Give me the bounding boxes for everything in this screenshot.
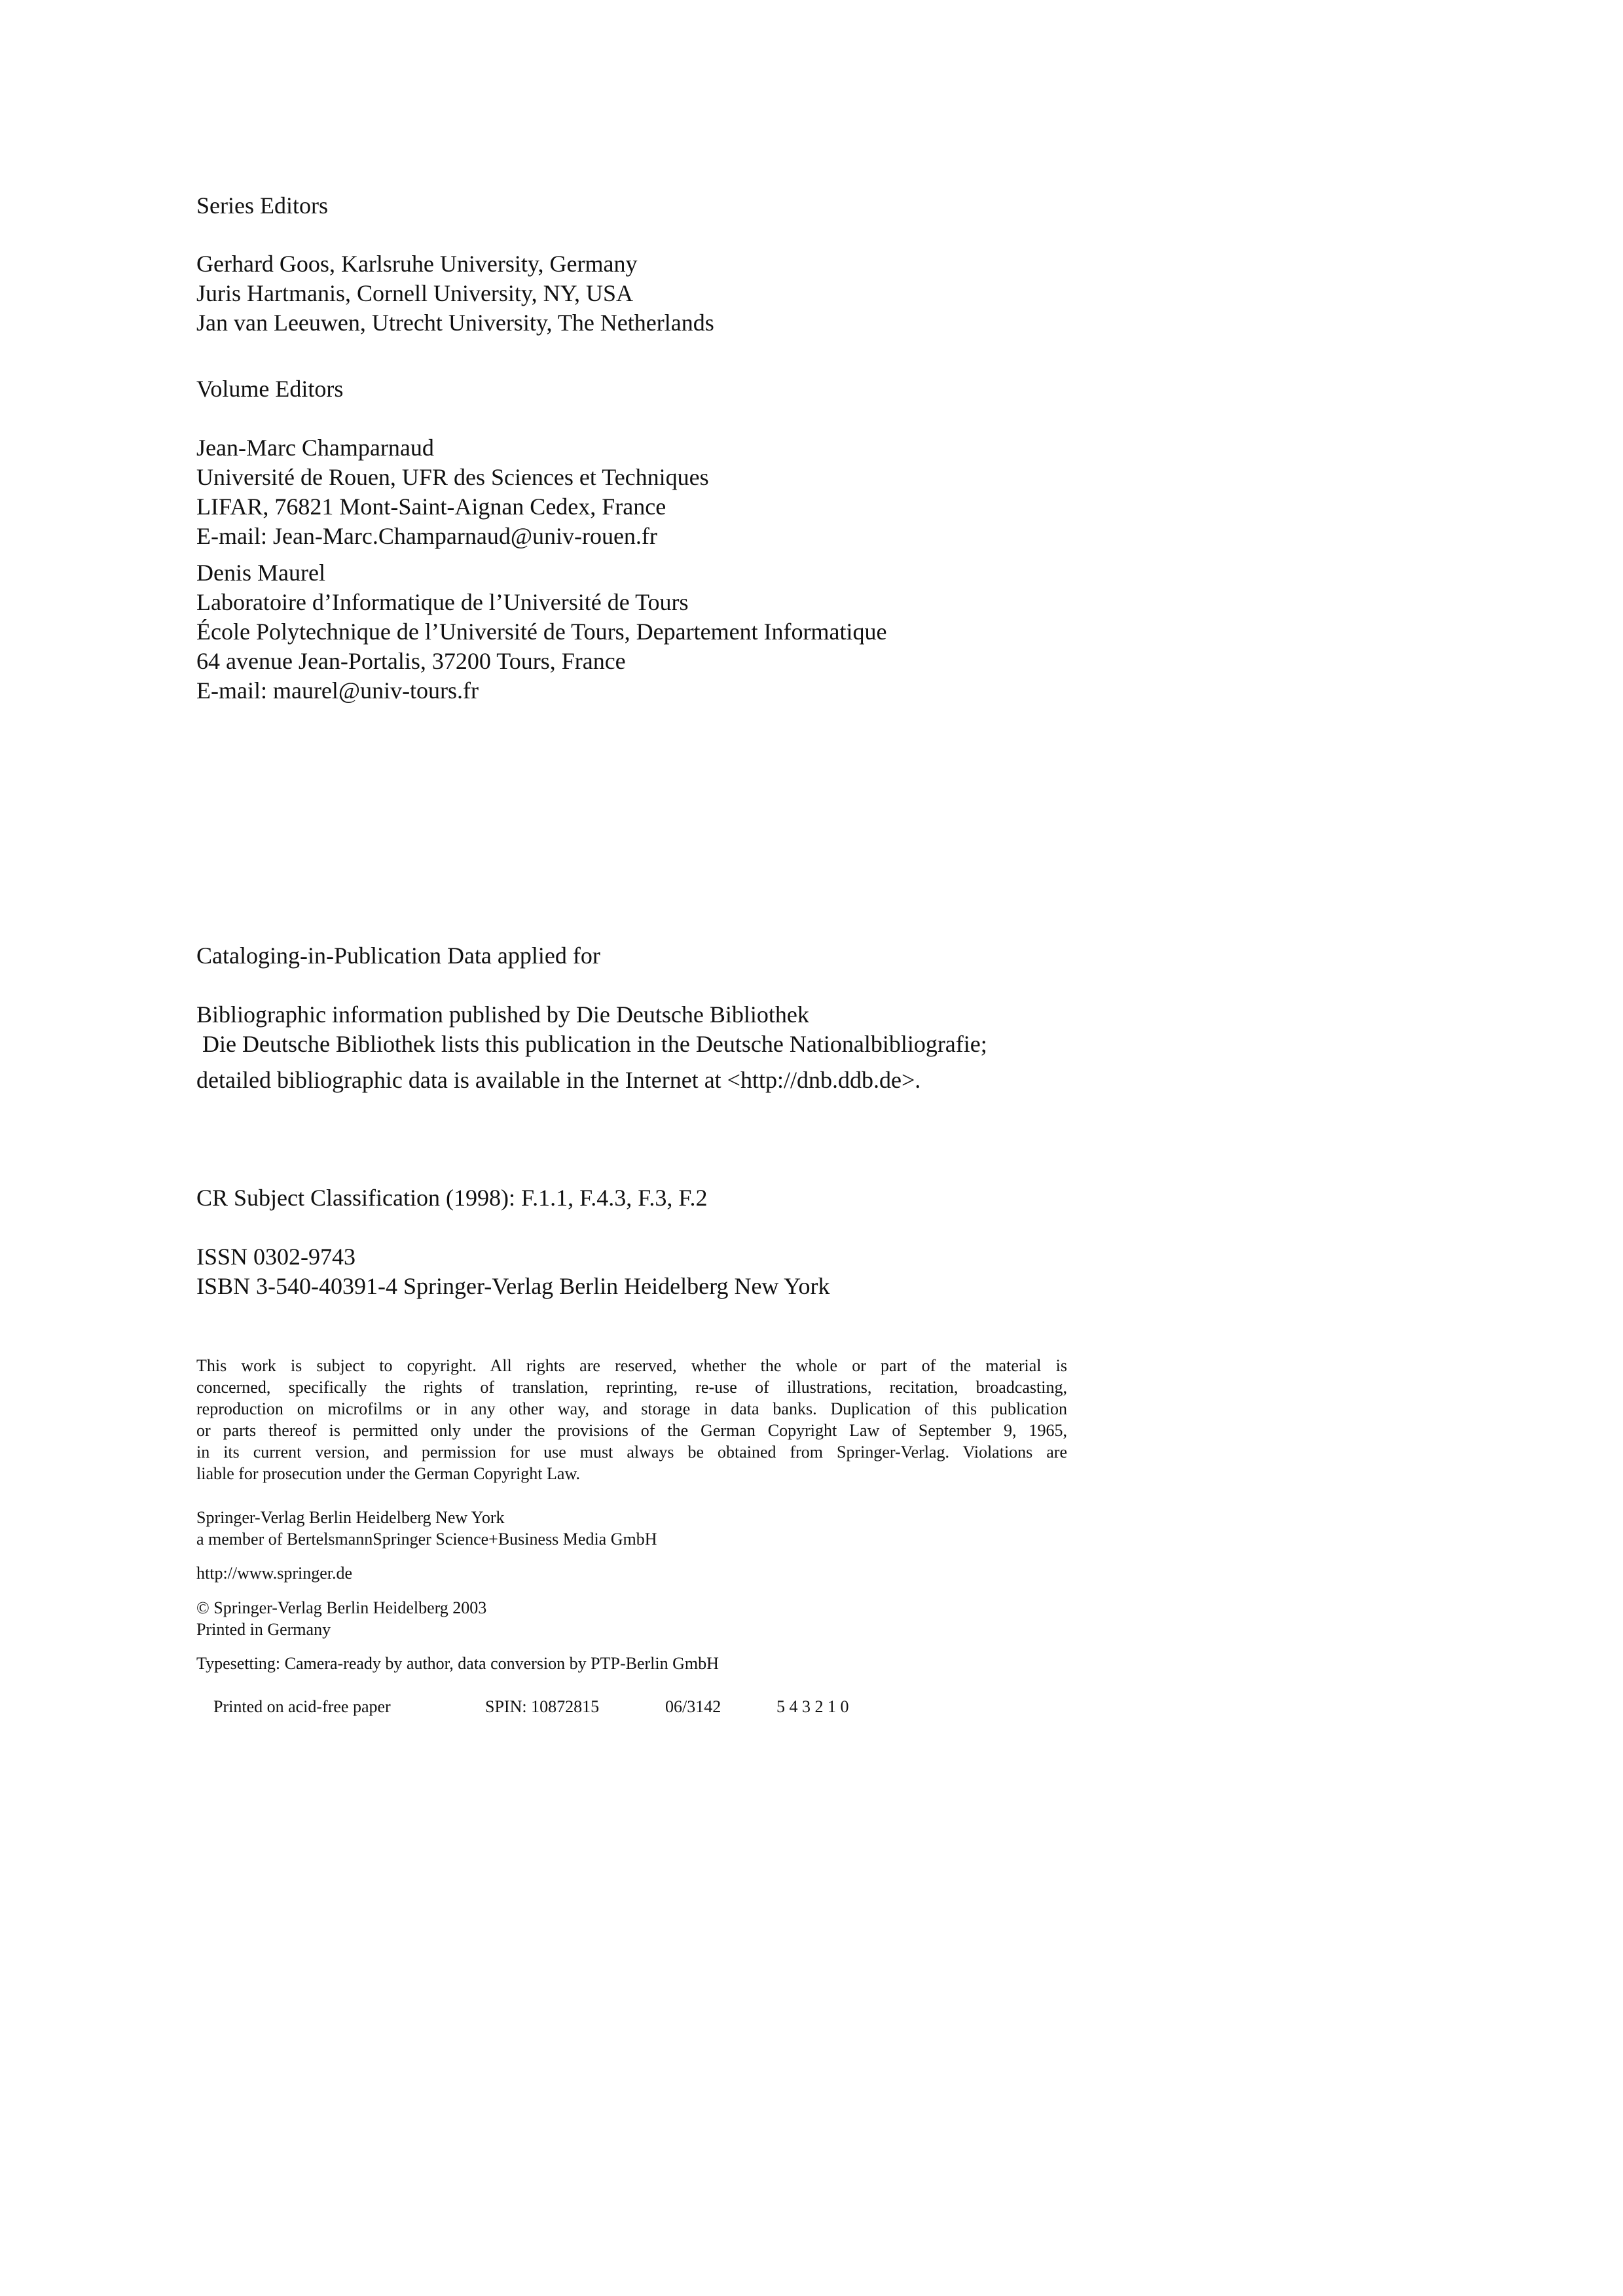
series-editors-heading-text: Series Editors: [196, 192, 328, 219]
copyright-notice: [196, 1355, 1067, 1484]
printing-paper: Printed on acid-free paper: [213, 1697, 391, 1716]
editor-name: Jean-Marc Champarnaud: [196, 435, 434, 461]
volume-editor-1: [196, 433, 709, 551]
cataloging-text: Cataloging-in-Publication Data applied for: [196, 942, 600, 969]
copyright-notice-line: or parts thereof is permitted only under the provisions of the German Copyright Law of September 9, 1965,: [196, 1421, 1067, 1440]
typesetting-text: Typesetting: Camera-ready by author, data conversion by PTP-Berlin GmbH: [196, 1654, 719, 1673]
publisher-url-text: http://www.springer.de: [196, 1564, 353, 1583]
editor-affiliation: Laboratoire d’Informatique de l’Université de Tours: [196, 589, 689, 615]
bibliographic-info-detail: [196, 1066, 921, 1095]
series-editor: Jan van Leeuwen, Utrecht University, The Netherlands: [196, 310, 714, 336]
copyright-line-text: © Springer-Verlag Berlin Heidelberg 2003: [196, 1598, 487, 1617]
cataloging-note: [196, 941, 600, 971]
cr-classification: [196, 1183, 708, 1213]
editor-affiliation: École Polytechnique de l’Université de Tours, Departement Informatique: [196, 619, 887, 645]
copyright-notice-line: concerned, specifically the rights of translation, reprinting, re-use of illustrations, recitation, broadcasting,: [196, 1378, 1067, 1397]
copyright-notice-line: This work is subject to copyright. All rights are reserved, whether the whole or part of the material is: [196, 1356, 1067, 1375]
copyright-notice-line: in its current version, and permission for use must always be obtained from Springer-Verlag. Violations are: [196, 1443, 1067, 1462]
printing-code: 06/3142: [665, 1697, 721, 1716]
copyright-line: [196, 1597, 486, 1640]
editor-email: E-mail: Jean-Marc.Champarnaud@univ-rouen.fr: [196, 523, 657, 549]
editor-name: Denis Maurel: [196, 560, 325, 586]
volume-editors-heading-text: Volume Editors: [196, 376, 344, 402]
publisher-line: Springer-Verlag Berlin Heidelberg New York: [196, 1508, 505, 1527]
series-editors-heading: [196, 191, 328, 221]
isbn: ISBN 3-540-40391-4 Springer-Verlag Berlin Heidelberg New York: [196, 1273, 830, 1299]
publisher-line: a member of BertelsmannSpringer Science+Business Media GmbH: [196, 1530, 657, 1549]
printing-row: [196, 1674, 849, 1739]
editor-address: 64 avenue Jean-Portalis, 37200 Tours, France: [196, 648, 626, 674]
printing-numbers: 5 4 3 2 1 0: [776, 1697, 849, 1716]
bibliographic-info: [196, 1000, 987, 1059]
series-editor: Juris Hartmanis, Cornell University, NY, USA: [196, 280, 633, 306]
bibliographic-line: Bibliographic information published by Die Deutsche Bibliothek: [196, 1001, 809, 1028]
printing-spin: SPIN: 10872815: [485, 1697, 600, 1716]
publisher-url: [196, 1562, 352, 1584]
editor-email: E-mail: maurel@univ-tours.fr: [196, 677, 479, 704]
series-editor: Gerhard Goos, Karlsruhe University, Germany: [196, 251, 638, 277]
editor-address: LIFAR, 76821 Mont-Saint-Aignan Cedex, France: [196, 493, 666, 520]
copyright-notice-line: liable for prosecution under the German Copyright Law.: [196, 1464, 581, 1483]
bibliographic-line: detailed bibliographic data is available in the Internet at <http://dnb.ddb.de>.: [196, 1067, 921, 1093]
cr-classification-text: CR Subject Classification (1998): F.1.1, F.4.3, F.3, F.2: [196, 1185, 708, 1211]
issn: ISSN 0302-9743: [196, 1244, 356, 1270]
volume-editor-2: [196, 558, 886, 706]
volume-editors-heading: [196, 374, 343, 404]
bibliographic-line: Die Deutsche Bibliothek lists this publication in the Deutsche Nationalbibliografie;: [196, 1031, 987, 1057]
issn-isbn: [196, 1242, 830, 1301]
printed-in-text: Printed in Germany: [196, 1620, 331, 1639]
publisher-info: [196, 1507, 657, 1550]
editor-affiliation: Université de Rouen, UFR des Sciences et Techniques: [196, 464, 709, 490]
copyright-notice-line: reproduction on microfilms or in any other way, and storage in data banks. Duplication of this publication: [196, 1399, 1067, 1418]
production-info: [196, 1653, 849, 1739]
series-editors-list: [196, 249, 714, 338]
